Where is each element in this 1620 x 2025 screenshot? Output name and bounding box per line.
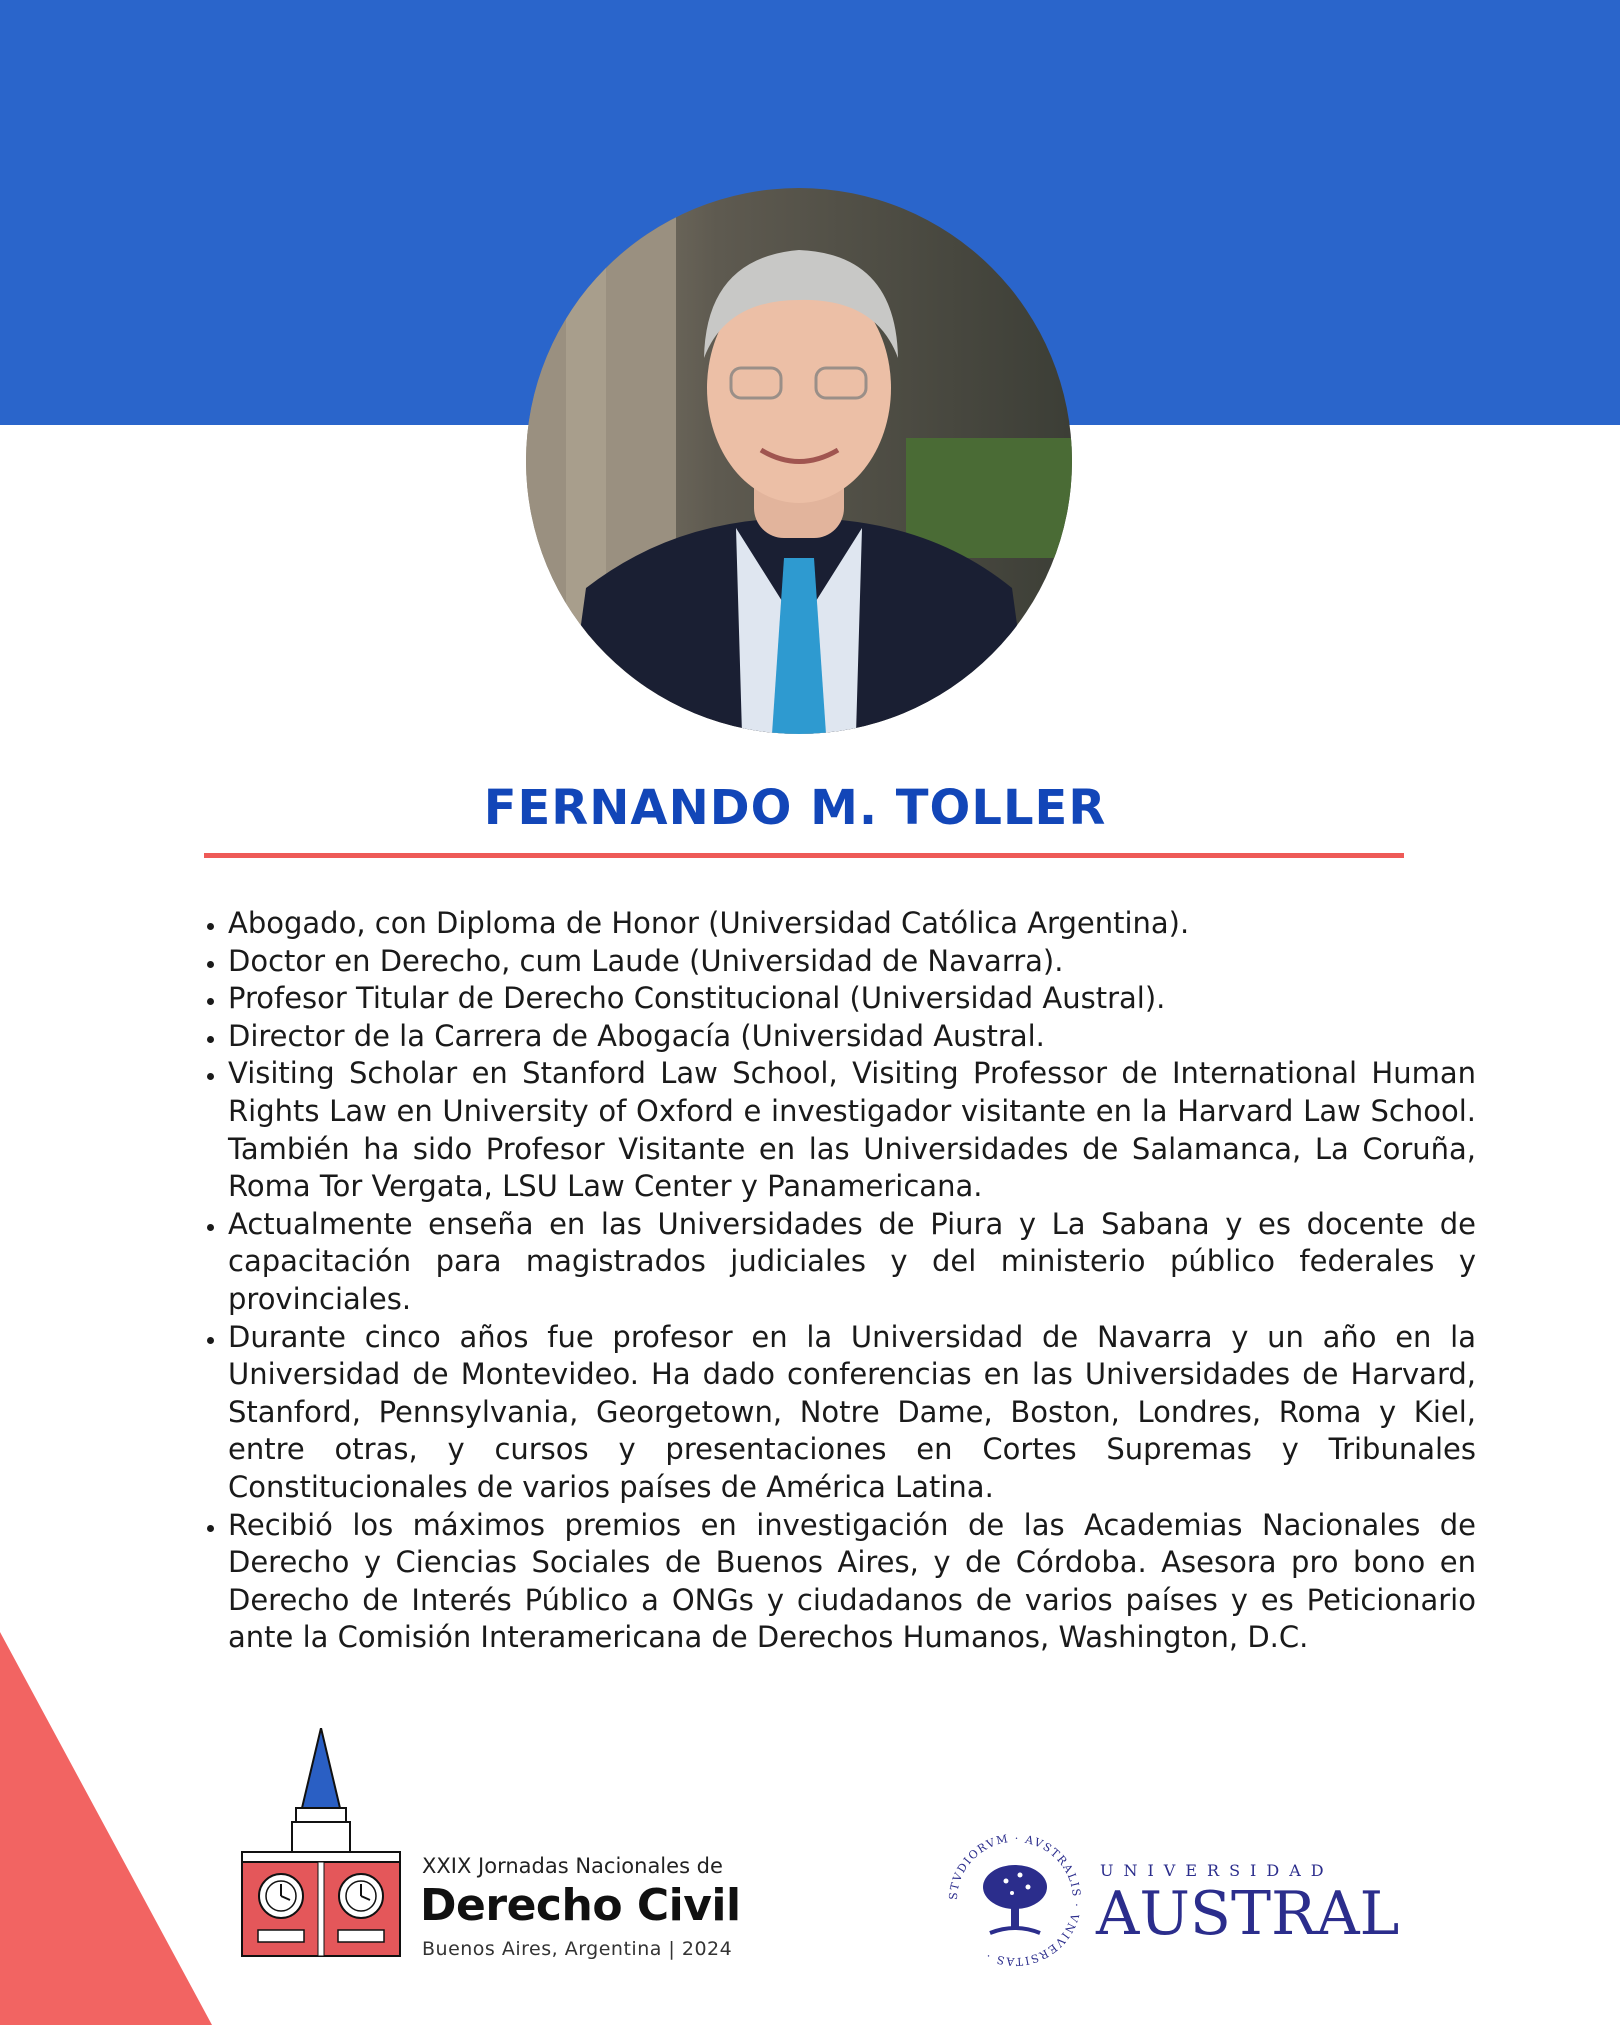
bio-list — [198, 905, 1476, 1657]
bio-item: • Profesor Titular de Derecho Constitucional (Universidad Austral). — [228, 980, 1476, 1018]
event-name: Derecho Civil — [420, 1880, 741, 1931]
jornadas-logo — [236, 1728, 836, 1958]
event-title: XXIX Jornadas Nacionales de — [422, 1854, 723, 1878]
bio-item: • Durante cinco años fue profesor en la Universidad de Navarra y un año en la Universidad de Montevideo. Ha dado conferencias en las Universidades de Harvard, Stanford, Pennsylvania, Georgetown, Notre Dame, Boston, Londres, Roma y Kiel, entre otras, y cursos y presentaciones en Cortes Supremas y Tribunales Constitucionales de varios países de América Latina. — [228, 1319, 1476, 1507]
bio-item: • Actualmente enseña en las Universidades de Piura y La Sabana y es docente de capacitación para magistrados judiciales y del ministerio público federales y provinciales. — [228, 1206, 1476, 1319]
event-place: Buenos Aires, Argentina | 2024 — [422, 1938, 733, 1960]
bio-item: • Abogado, con Diploma de Honor (Universidad Católica Argentina). — [228, 905, 1476, 943]
bio-item: • Doctor en Derecho, cum Laude (Universidad de Navarra). — [228, 943, 1476, 981]
clock-tower-icon — [236, 1728, 406, 1958]
bio-item: • Director de la Carrera de Abogacía (Universidad Austral. — [228, 1018, 1476, 1056]
name-underline-divider — [204, 853, 1404, 858]
svg-text:STVDIORVM · AVSTRALIS · VNIVER: STVDIORVM · AVSTRALIS · VNIVERSITAS · — [946, 1831, 1084, 1969]
universidad-austral-logo — [940, 1825, 1410, 1985]
bio-item: • Recibió los máximos premios en investigación de las Academias Nacionales de Derecho y Ciencias Sociales de Buenos Aires, y de Córdoba. Asesora pro bono en Derecho de Interés Público a ONGs y ciudadanos de varios países y es Peticionario ante la Comisión Interamericana de Derechos Humanos, Washington, D.C. — [228, 1507, 1476, 1657]
speaker-name: FERNANDO M. TOLLER — [483, 780, 1107, 836]
university-seal-icon — [940, 1825, 1090, 1975]
university-label: UNIVERSIDAD — [1100, 1861, 1334, 1880]
university-name: AUSTRAL — [1096, 1879, 1400, 1949]
bio-item: • Visiting Scholar en Stanford Law School, Visiting Professor de International Human Rights Law en University of Oxford e investigador visitante en la Harvard Law School. También ha sido Profesor Visitante en las Universidades de Salamanca, La Coruña, Roma Tor Vergata, LSU Law Center y Panamericana. — [228, 1055, 1476, 1205]
speaker-portrait — [526, 188, 1072, 734]
